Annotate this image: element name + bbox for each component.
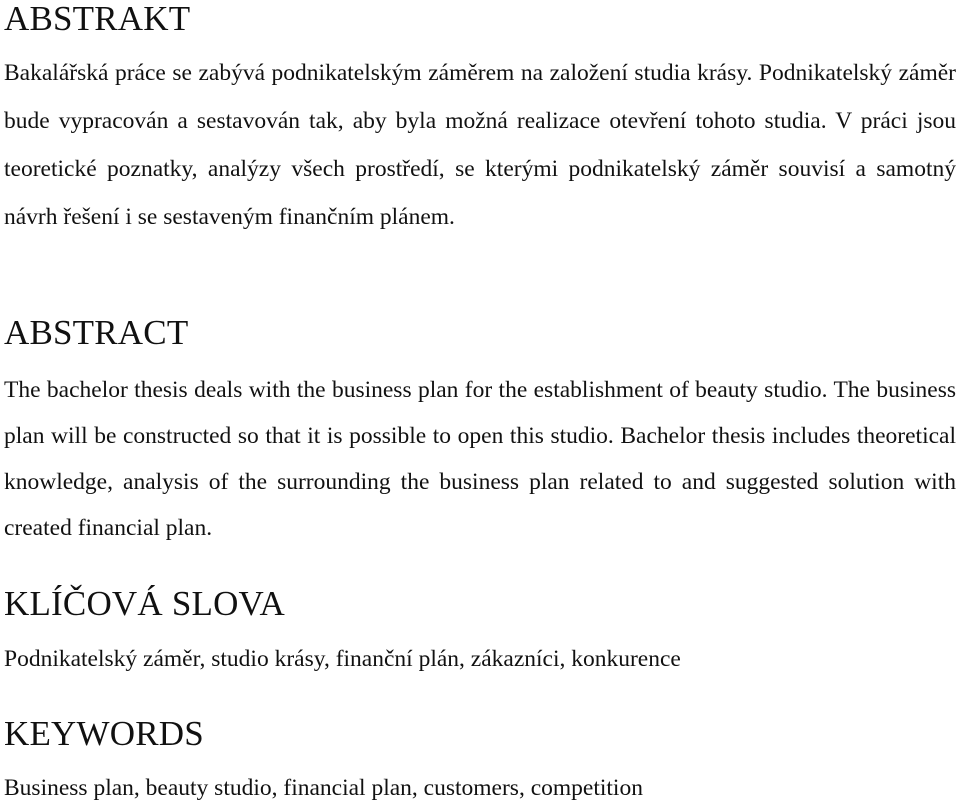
keywords-text: Business plan, beauty studio, financial plan, customers, competition <box>4 775 643 801</box>
klicova-slova-text: Podnikatelský záměr, studio krásy, finanční plán, zákazníci, konkurence <box>4 646 681 672</box>
keywords-heading: KEYWORDS <box>4 714 204 753</box>
klicova-slova-heading: KLÍČOVÁ SLOVA <box>4 584 285 623</box>
abstrakt-heading: ABSTRAKT <box>4 0 191 38</box>
abstrakt-text: Bakalářská práce se zabývá podnikatelským záměrem na založení studia krásy. Podnikatelský záměr bude vypracován a sestavován tak, aby byla možná realizace otevření tohoto studia. V práci jsou teoretické poznatky, analýzy všech prostředí, se kterými podnikatelský záměr souvisí a samotný návrh řešení i se sestaveným finančním plánem. <box>4 60 956 230</box>
abstract-heading: ABSTRACT <box>4 313 189 352</box>
abstract-text: The bachelor thesis deals with the business plan for the establishment of beauty studio. The business plan will be constructed so that it is possible to open this studio. Bachelor thesis includes theoretical knowledge, analysis of the surrounding the business plan related to and suggested solution with created financial plan. <box>4 377 956 541</box>
